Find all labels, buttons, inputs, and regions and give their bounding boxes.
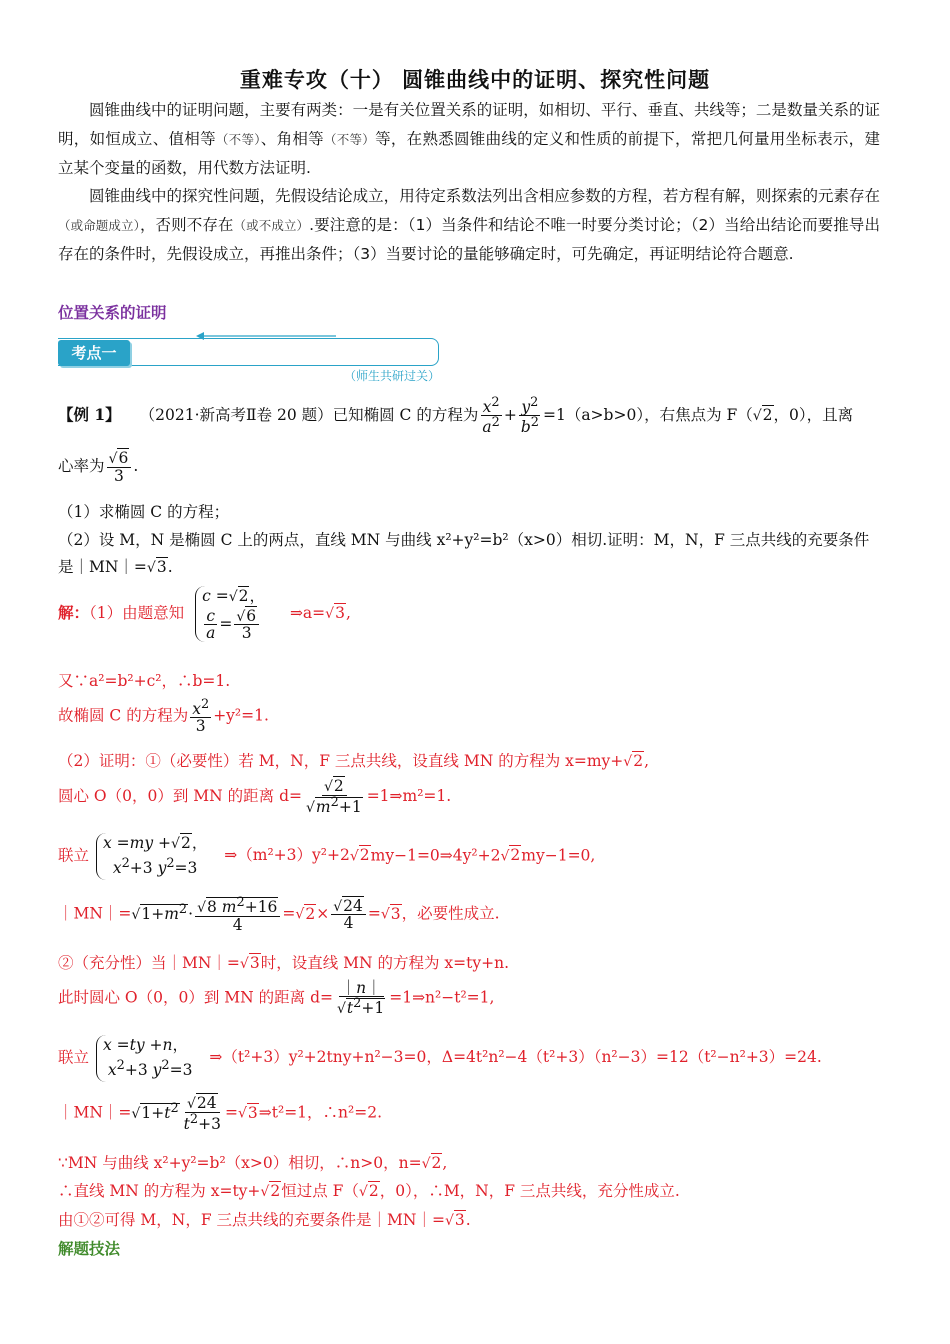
solution-text: ｜MN｜= (58, 1103, 132, 1122)
solution-text: ，0），∴M，N，F 三点共线，充分性成立. (379, 1182, 680, 1200)
example-text: =1（a>b>0），右焦点为 F（ (542, 405, 753, 424)
intro-text: .要注意的是：（1）当条件和结论不唯一时要分类讨论；（2）当给出结论而要推导出存在的条件时，先假设成立，再推出条件；（3）当要讨论的量能够确定时，可先确定，再证明结论符合题意. (58, 216, 880, 263)
solution-text: 联立 (58, 1048, 90, 1067)
intro-text: 圆锥曲线中的证明问题，主要有两类：一是有关位置关系的证明，如相切、平行、垂直、共线等；二是数量关系的证明，如恒成立、值相等 (58, 101, 880, 148)
solution-step-11: $|MN|=√1+t^2$ $\frac{√24}{t^2+3}$ =√3⇒t²=1，∴n²=2. (58, 1094, 383, 1133)
solution-text: 此时圆心 O（0，0）到 MN 的距离 d= (58, 988, 333, 1007)
solution-step-1: 解：（1）由题意知 c =√2， $\frac{c}{a}$ = $\frac{√6}{3}$ ⇒a=√3, (58, 587, 351, 643)
intro-paragraph-1 (58, 96, 880, 183)
solution-text: 故椭圆 C 的方程为 (58, 706, 189, 725)
solution-step-12: ∵MN 与曲线 x²+y²=b²（x>0）相切，∴n>0，n=√2, (58, 1154, 448, 1172)
solution-step-2: 又∵a²=b²+c²，∴b=1. (58, 672, 231, 690)
solution-text: 由①②可得 M，N，F 三点共线的充要条件是｜MN｜= (58, 1211, 445, 1229)
example-text: 是｜MN｜= (58, 558, 147, 576)
solution-text: ∴直线 MN 的方程为 x=ty+ (58, 1182, 261, 1200)
intro-paragraph-2 (58, 182, 880, 269)
solution-text: ∵MN 与曲线 x²+y²=b²（x>0）相切，∴n>0，n= (58, 1154, 422, 1172)
solution-step-8: ②（充分性）当｜MN｜=√3时，设直线 MN 的方程为 x=ty+n. (58, 954, 510, 972)
example-stem-line-1: 【例 1】 （2021·新高考Ⅱ卷 20 题）已知椭圆 C 的方程为 $\frac{x^2}{a^2}$ + $\frac{y^2}{b^2}$ =1（a>b>0），右焦点为 F（√2，0），且离 (58, 395, 854, 437)
example-text: 已知椭圆 C 的方程为 (332, 405, 479, 424)
intro-note: （不等） (215, 132, 261, 147)
solution-text: my−1=0⇒4y²+2 (370, 846, 501, 865)
solution-text: 圆心 O（0，0）到 MN 的距离 d= (58, 786, 302, 805)
solution-text: ⇒t²=1，∴n²=2. (258, 1103, 383, 1122)
solution-step-6: 联立 x =my +√2， $x^2+3$ $y^2=3$ ⇒（m²+3）y²+2√2my−1=0⇒4y²+2√2my−1=0, (58, 833, 595, 880)
solution-text: （1）由题意知 (89, 603, 185, 622)
solution-step-3: 故椭圆 C 的方程为 $\frac{x^2}{3}$ +y²=1. (58, 697, 269, 736)
solution-text: ，必要性成立. (401, 904, 500, 923)
solution-text: 时，设直线 MN 的方程为 x=ty+n. (260, 954, 510, 972)
solution-text: =1⇒m²=1. (366, 786, 452, 805)
solution-step-4: （2）证明：①（必要性）若 M，N，F 三点共线，设直线 MN 的方程为 x=my+√2, (58, 752, 650, 770)
arrow-left-icon (196, 330, 336, 342)
kaodian-badge: 考点一 (58, 340, 130, 366)
question-2-line-2: 是｜MN｜=√3. (58, 558, 173, 576)
intro-text: 、角相等 (260, 130, 324, 148)
intro-text: 圆锥曲线中的探究性问题，先假设结论成立，用待定系数法列出含相应参数的方程，若方程有解，则探索的元素存在 (89, 187, 880, 205)
solution-text: （2）证明：①（必要性）若 M，N，F 三点共线，设直线 MN 的方程为 x=my+ (58, 752, 624, 770)
intro-note: （或命题成立） (58, 218, 140, 233)
example-text: 心率为 (58, 456, 105, 475)
question-1: （1）求椭圆 C 的方程； (58, 503, 230, 521)
example-text: ，0），且离 (773, 405, 854, 424)
solution-text: +y²=1. (213, 706, 269, 725)
solution-text: ｜MN｜= (58, 904, 132, 923)
example-tag: 【例 1】 (58, 404, 121, 424)
solution-text: 联立 (58, 846, 90, 865)
solution-step-7: $|MN|=√1+m^2\cdot$ $\frac{√8 m^2+16}{4}$ =√2× $\frac{√24}{4}$ =√3，必要性成立. (58, 895, 500, 934)
intro-note: （或不成立） (233, 218, 310, 233)
solution-step-14: 由①②可得 M，N，F 三点共线的充要条件是｜MN｜=√3. (58, 1211, 471, 1229)
solution-text: ⇒a= (289, 603, 326, 622)
section-heading-technique: 解题技法 (58, 1240, 121, 1258)
solution-text: ⇒（m²+3）y²+2 (224, 846, 350, 865)
solution-text: 恒过点 F（ (281, 1182, 359, 1200)
question-2-line-1: （2）设 M，N 是椭圆 C 上的两点，直线 MN 与曲线 x²+y²=b²（x>0）相切.证明：M，N，F 三点共线的充要条件 (58, 531, 870, 549)
solution-text: my−1=0, (521, 846, 596, 865)
page-title: 重难专攻（十） 圆锥曲线中的证明、探究性问题 (239, 68, 711, 92)
intro-note: （不等） (323, 132, 376, 147)
intro-text: 等，在熟悉圆锥曲线的定义和性质的前提下，常把几何量用坐标表示，建立某个变量的函数，用代数方法证明. (58, 130, 880, 177)
example-stem-line-2: 心率为 $\frac{√6}{3}$ . (58, 449, 139, 485)
intro-text: ，否则不存在 (139, 216, 234, 234)
solution-step-13: ∴直线 MN 的方程为 x=ty+√2恒过点 F（√2，0），∴M，N，F 三点共线，充分性成立. (58, 1182, 680, 1200)
solution-text: ⇒（t²+3）y²+2tny+n²−3=0，Δ=4t²n²−4（t²+3）（n²−3）=12（t²−n²+3）=24. (209, 1048, 822, 1067)
solution-text: ②（充分性）当｜MN｜= (58, 954, 240, 972)
solution-step-5: 圆心 O（0，0）到 MN 的距离 d= $\frac{√2}{√m^2+1}$ =1⇒m²=1. (58, 777, 452, 816)
example-source: （2021·新高考Ⅱ卷 20 题） (139, 405, 333, 424)
solution-label: 解： (58, 602, 90, 622)
solution-step-10: 联立 x =ty +n， $x^2+3$ $y^2=3$ ⇒（t²+3）y²+2tny+n²−3=0，Δ=4t²n²−4（t²+3）（n²−3）=12（t²−n²+3）=24. (58, 1035, 822, 1082)
section-heading-position: 位置关系的证明 (58, 304, 167, 322)
kaodian-subtitle: （师生共研过关） (344, 369, 441, 383)
solution-step-9: 此时圆心 O（0，0）到 MN 的距离 d= $\frac{|n|}{√t^2+1}$ =1⇒n²−t²=1, (58, 979, 495, 1018)
solution-text: =1⇒n²−t²=1, (389, 988, 495, 1007)
